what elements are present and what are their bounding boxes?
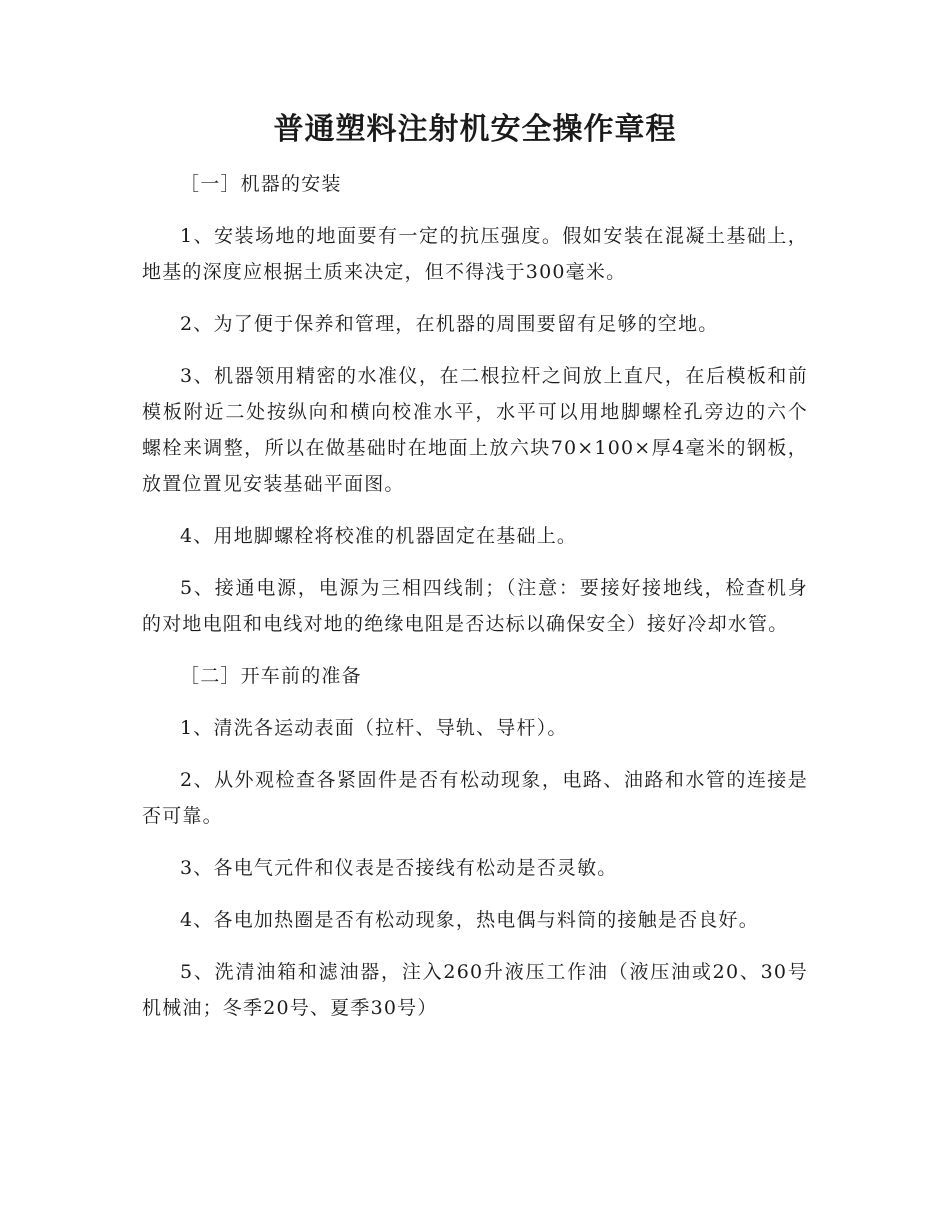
document-body — [142, 166, 808, 1042]
paragraph: 2、为了便于保养和管理，在机器的周围要留有足够的空地。 — [180, 313, 719, 335]
section-heading-installation: ［一］机器的安装 — [180, 173, 342, 195]
paragraph: 3、机器领用精密的水准仪，在二根拉杆之间放上直尺，在后模板和前模板附近二处按纵向和横向校准水平，水平可以用地脚螺栓孔旁边的六个螺栓来调整，所以在做基础时在地面上放六块70×100×厚4毫米的钢板，放置位置见安装基础平面图。 — [142, 365, 808, 495]
section-heading-preparation: ［二］开车前的准备 — [180, 665, 362, 687]
paragraph: 1、安装场地的地面要有一定的抗压强度。假如安装在混凝土基础上，地基的深度应根据土质来决定，但不得浅于300毫米。 — [142, 225, 808, 283]
paragraph: 4、各电加热圈是否有松动现象，热电偶与料筒的接触是否良好。 — [180, 909, 759, 931]
paragraph: 5、洗清油箱和滤油器，注入260升液压工作油（液压油或20、30号机械油；冬季20号、夏季30号） — [142, 961, 808, 1019]
paragraph: 4、用地脚螺栓将校准的机器固定在基础上。 — [180, 525, 578, 547]
paragraph: 2、从外观检查各紧固件是否有松动现象，电路、油路和水管的连接是否可靠。 — [142, 769, 808, 827]
paragraph: 5、接通电源，电源为三相四线制；（注意：要接好接地线，检查机身的对地电阻和电线对地的绝缘电阻是否达标以确保安全）接好冷却水管。 — [142, 577, 808, 635]
paragraph: 3、各电气元件和仪表是否接线有松动是否灵敏。 — [180, 857, 618, 879]
paragraph: 1、清洗各运动表面（拉杆、导轨、导杆）。 — [180, 717, 568, 739]
document-title: 普通塑料注射机安全操作章程 — [273, 112, 677, 147]
